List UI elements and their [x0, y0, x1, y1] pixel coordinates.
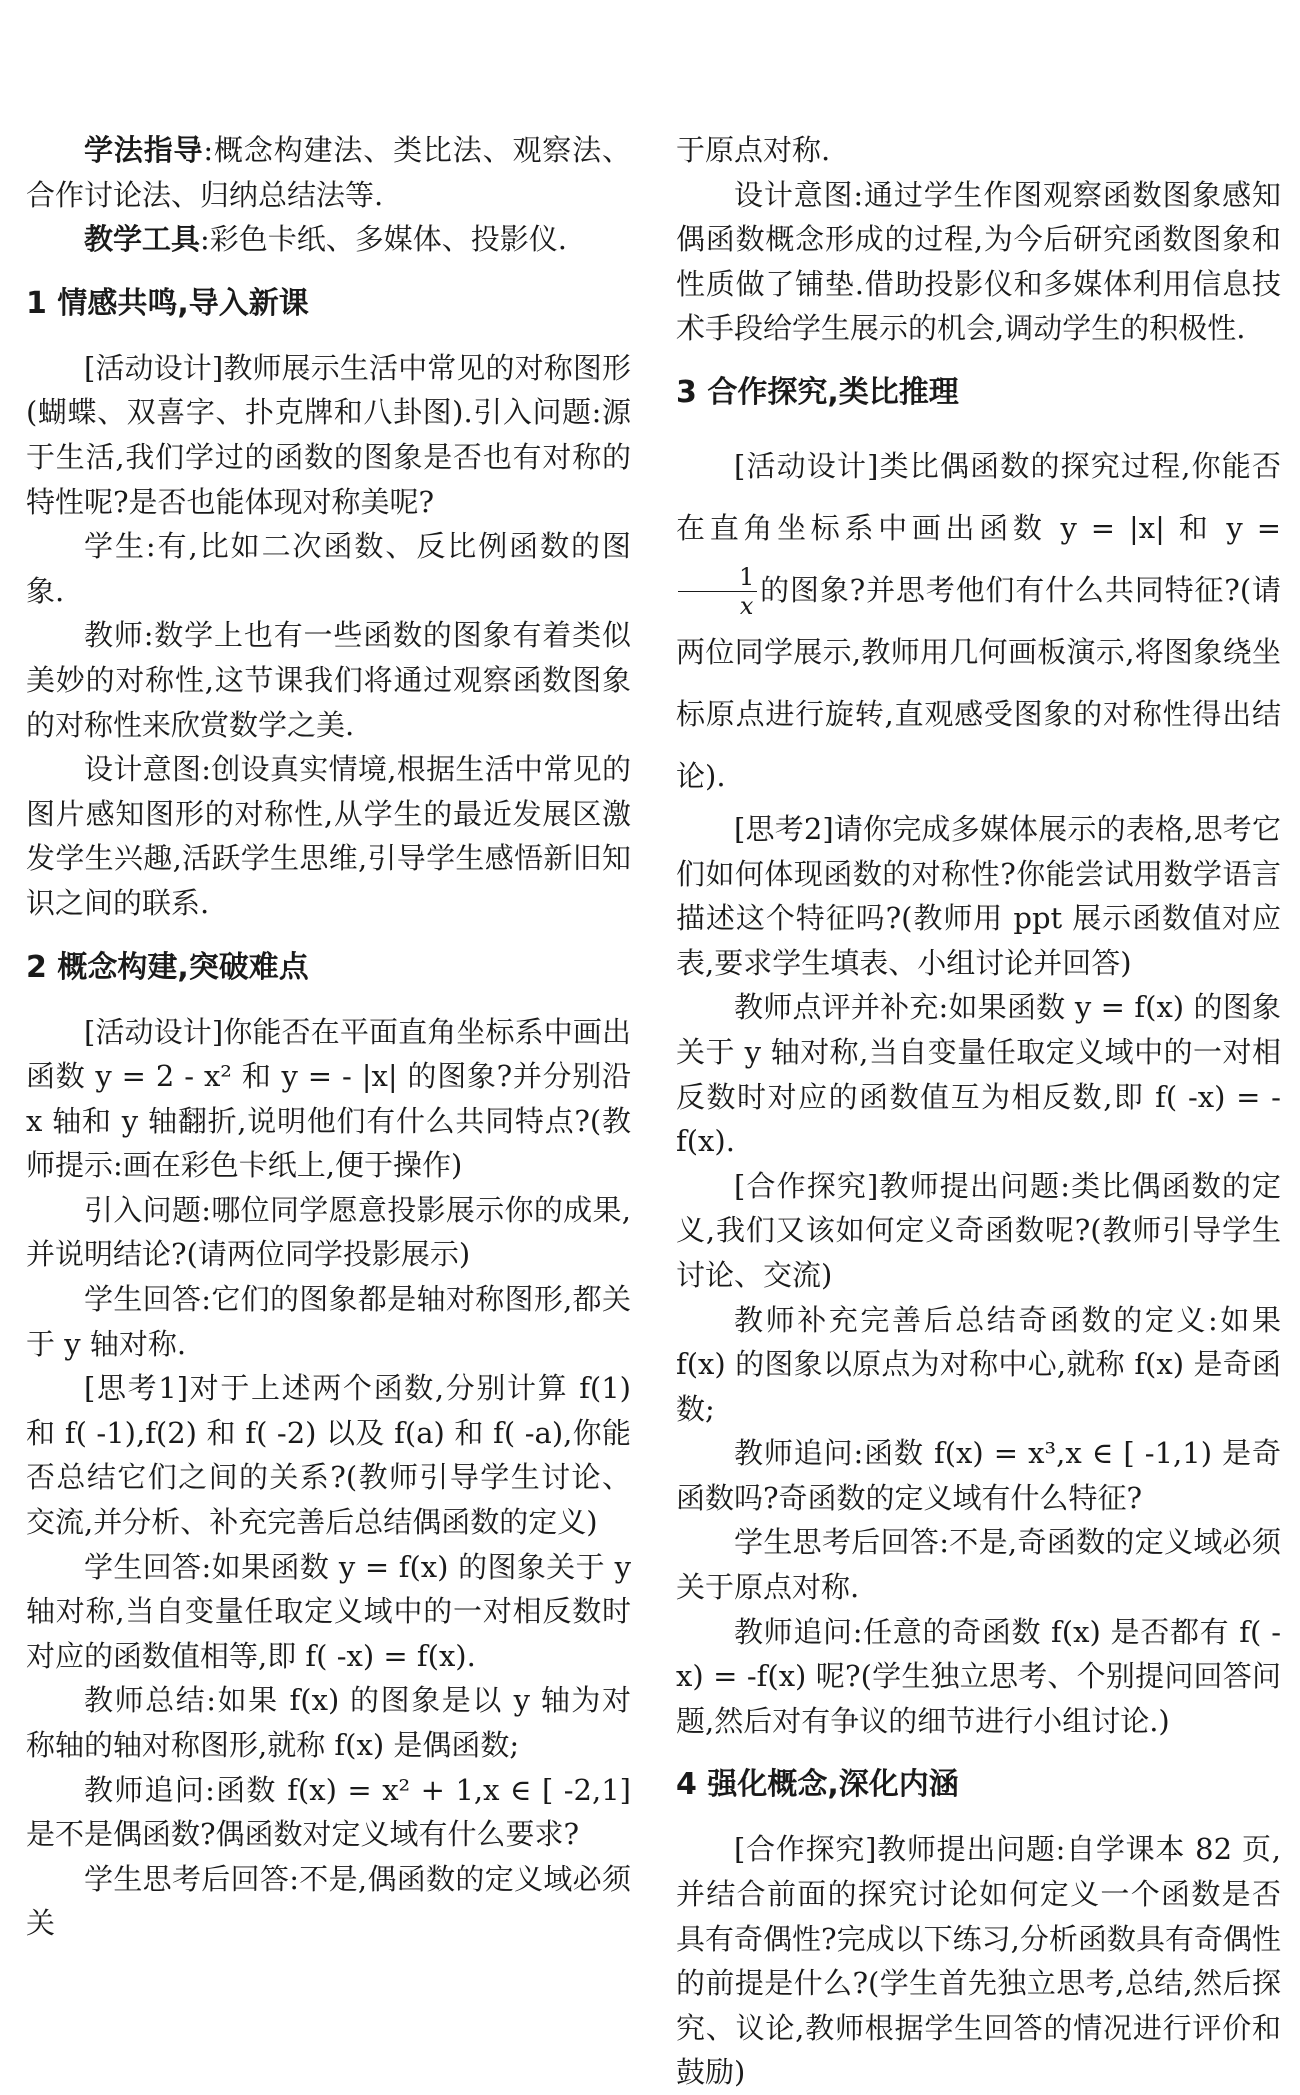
s3-paragraph-5: 教师补充完善后总结奇函数的定义:如果 f(x) 的图象以原点为对称中心,就称 f(x) 是奇函数; — [676, 1302, 1281, 1426]
s2-paragraph-1: [活动设计]你能否在平面直角坐标系中画出函数 y = 2 - x² 和 y = - |x| 的图象?并分别沿 x 轴和 y 轴翻折,说明他们有什么共同特点?(教师提示:画在彩色卡纸上,便于操作) — [26, 1014, 631, 1183]
fraction-numerator: 1 — [678, 565, 757, 592]
s3-paragraph-1-end: 的图象?并思考他们有什么共同特征?(请两位同学展示,教师用几何画板演示,将图象绕坐标原点进行旋转,直观感受图象的对称性得出结论). — [676, 572, 1281, 793]
s3-paragraph-8: 教师追问:任意的奇函数 f(x) 是否都有 f( -x) = -f(x) 呢?(学生独立思考、个别提问回答问题,然后对有争议的细节进行小组讨论.) — [676, 1614, 1281, 1738]
s2-paragraph-7: 教师追问:函数 f(x) = x² + 1,x ∈ [ -2,1] 是不是偶函数?偶函数对定义域有什么要求? — [26, 1772, 631, 1852]
s3-paragraph-2: [思考2]请你完成多媒体展示的表格,思考它们如何体现函数的对称性?你能尝试用数学语言描述这个特征吗?(教师用 ppt 展示函数值对应表,要求学生填表、小组讨论并回答) — [676, 811, 1281, 980]
study-method-paragraph — [26, 128, 631, 217]
study-method-label: 学法指导 — [84, 133, 204, 167]
section-2-heading: 2 概念构建,突破难点 — [26, 949, 309, 985]
s3-paragraph-1 — [676, 435, 1281, 807]
s3-paragraph-1-start: [活动设计]类比偶函数的探究过程,你能否在直角坐标系中画出函数 y = |x| 和 y = — [676, 448, 1281, 545]
s2-paragraph-8: 学生思考后回答:不是,偶函数的定义域必须关 — [26, 1861, 631, 1941]
continued-text: 于原点对称. — [676, 133, 831, 167]
section-1-heading: 1 情感共鸣,导入新课 — [26, 285, 309, 321]
s3-paragraph-4: [合作探究]教师提出问题:类比偶函数的定义,我们又该如何定义奇函数呢?(教师引导学生讨论、交流) — [676, 1168, 1281, 1292]
teaching-tools-label: 教学工具 — [84, 222, 201, 257]
s3-paragraph-6: 教师追问:函数 f(x) = x³,x ∈ [ -1,1) 是奇函数吗?奇函数的定义域有什么特征? — [676, 1436, 1281, 1515]
s1-paragraph-1: [活动设计]教师展示生活中常见的对称图形(蝴蝶、双喜字、扑克牌和八卦图).引入问题:源于生活,我们学过的函数的图象是否也有对称的特性呢?是否也能体现对称美呢? — [26, 350, 631, 519]
s2-design-intent: 设计意图:通过学生作图观察函数图象感知偶函数概念形成的过程,为今后研究函数图象和性质做了铺垫.借助投影仪和多媒体利用信息技术手段给学生展示的机会,调动学生的积极性. — [676, 177, 1281, 346]
section-4-heading: 4 强化概念,深化内涵 — [676, 1767, 959, 1803]
s2-paragraph-6: 教师总结:如果 f(x) 的图象是以 y 轴为对称轴的轴对称图形,就称 f(x) 是偶函数; — [26, 1683, 631, 1762]
s1-paragraph-3: 教师:数学上也有一些函数的图象有着类似美妙的对称性,这节课我们将通过观察函数图象的对称性来欣赏数学之美. — [26, 618, 631, 742]
fraction-denominator: x — [739, 592, 754, 621]
s4-paragraph-1: [合作探究]教师提出问题:自学课本 82 页,并结合前面的探究讨论如何定义一个函数是否具有奇偶性?完成以下练习,分析函数具有奇偶性的前提是什么?(学生首先独立思考,总结,然后探究、议论,教师根据学生回答的情况进行评价和鼓励) — [676, 1832, 1281, 2090]
s1-paragraph-4: 设计意图:创设真实情境,根据生活中常见的图片感知图形的对称性,从学生的最近发展区激发学生兴趣,活跃学生思维,引导学生感悟新旧知识之间的联系. — [26, 752, 631, 920]
s3-paragraph-3: 教师点评并补充:如果函数 y = f(x) 的图象关于 y 轴对称,当自变量任取定义域中的一对相反数时对应的函数值互为相反数,即 f( -x) = -f(x). — [676, 990, 1281, 1159]
teaching-tools-text: :彩色卡纸、多媒体、投影仪. — [200, 222, 568, 257]
teaching-tools-paragraph — [26, 217, 631, 262]
study-method-text: :概念构建法、类比法、观察法、合作讨论法、归纳总结法等. — [26, 133, 631, 212]
s2-paragraph-4: [思考1]对于上述两个函数,分别计算 f(1) 和 f( -1),f(2) 和 f( -2) 以及 f(a) 和 f( -a),你能否总结它们之间的关系?(教师引导学生讨论、交流,并分析、补充完善后总结偶函数的定义) — [26, 1371, 631, 1540]
fraction-one-over-x — [678, 563, 757, 621]
s3-paragraph-7: 学生思考后回答:不是,奇函数的定义域必须关于原点对称. — [676, 1525, 1281, 1605]
section-3-heading: 3 合作探究,类比推理 — [676, 374, 959, 410]
left-column — [26, 128, 631, 1946]
s2-paragraph-3: 学生回答:它们的图象都是轴对称图形,都关于 y 轴对称. — [26, 1282, 631, 1361]
s2-paragraph-5: 学生回答:如果函数 y = f(x) 的图象关于 y 轴对称,当自变量任取定义域中的一对相反数时对应的函数值相等,即 f( -x) = f(x). — [26, 1549, 631, 1673]
right-column — [676, 128, 1281, 2095]
s2-paragraph-2: 引入问题:哪位同学愿意投影展示你的成果,并说明结论?(请两位同学投影展示) — [26, 1192, 631, 1272]
s1-paragraph-2: 学生:有,比如二次函数、反比例函数的图象. — [26, 529, 631, 608]
